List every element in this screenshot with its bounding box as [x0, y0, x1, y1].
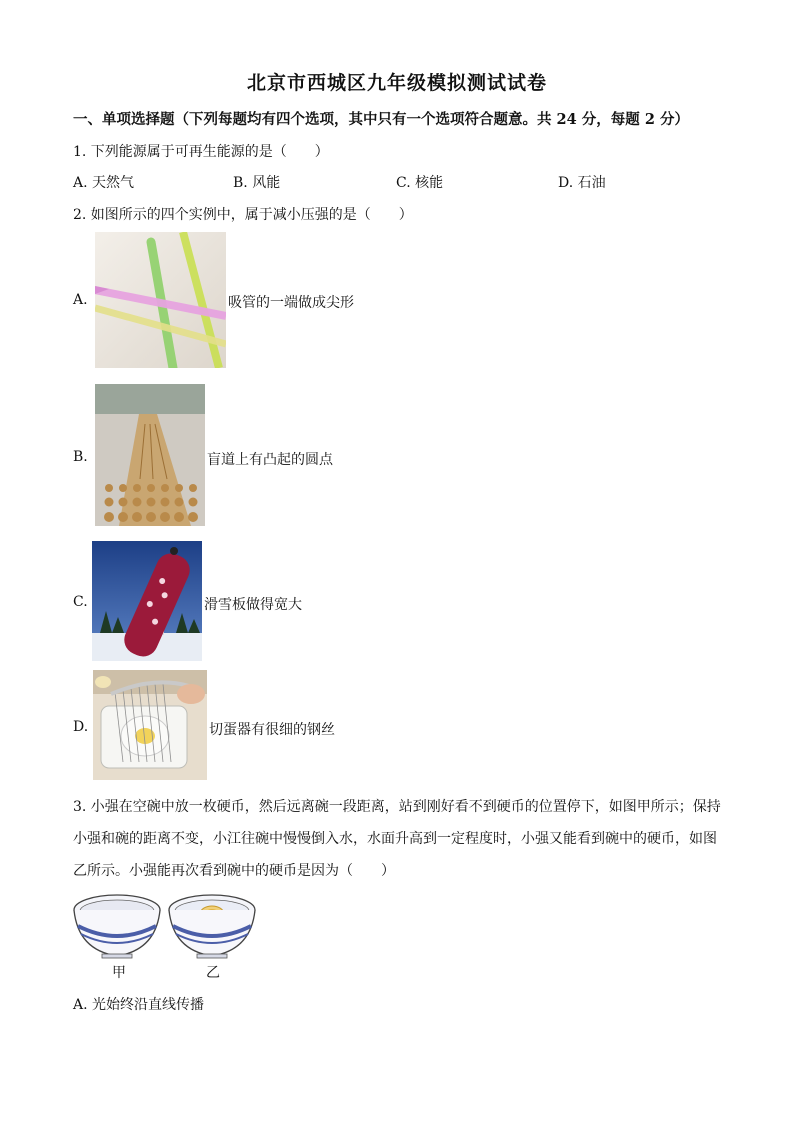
bowl-jia-icon	[74, 895, 160, 958]
q3-option-a: A. 光始终沿直线传播	[73, 997, 205, 1013]
question-3-line-3: 乙所示。小强能再次看到碗中的硬币是因为（ ）	[73, 863, 395, 879]
section-heading: 一、单项选择题（下列每题均有四个选项，其中只有一个选项符合题意。共 24 分，每题 2 分）	[73, 111, 689, 128]
page-title: 北京市西城区九年级模拟测试试卷	[246, 72, 547, 94]
q1-option-d: D. 石油	[558, 175, 606, 191]
q2-option-b-letter: B.	[73, 449, 88, 465]
q1-option-c: C. 核能	[396, 175, 444, 191]
snowboard-image	[92, 541, 202, 661]
bowls-figure	[72, 890, 262, 962]
question-2-stem: 2. 如图所示的四个实例中，属于减小压强的是（ ）	[73, 207, 413, 223]
bowl-yi-icon	[169, 895, 255, 958]
q1-option-a: A. 天然气	[73, 175, 135, 191]
tactile-paving-image	[95, 384, 205, 526]
q1-option-b: B. 风能	[233, 175, 281, 191]
q2-option-a-caption: 吸管的一端做成尖形	[228, 295, 354, 311]
q2-option-c-caption: 滑雪板做得宽大	[204, 597, 302, 613]
q2-option-d-caption: 切蛋器有很细的钢丝	[209, 722, 335, 738]
question-1-stem: 1. 下列能源属于可再生能源的是（ ）	[73, 144, 329, 160]
q2-option-c-letter: C.	[73, 594, 88, 610]
question-3-line-2: 小强和碗的距离不变，小江往碗中慢慢倒入水，水面升高到一定程度时，小强又能看到碗中的硬币，如图	[73, 831, 717, 847]
straws-image	[95, 232, 226, 368]
q2-option-b-caption: 盲道上有凸起的圆点	[207, 452, 333, 468]
bowl-label-jia: 甲	[112, 965, 126, 981]
question-3-line-1: 3. 小强在空碗中放一枚硬币，然后远离碗一段距离，站到刚好看不到硬币的位置停下，如图甲所示；保持	[73, 799, 721, 815]
q2-option-a-letter: A.	[73, 292, 88, 308]
egg-slicer-image	[93, 670, 207, 780]
bowl-label-yi: 乙	[206, 965, 220, 981]
q2-option-d-letter: D.	[73, 719, 89, 735]
